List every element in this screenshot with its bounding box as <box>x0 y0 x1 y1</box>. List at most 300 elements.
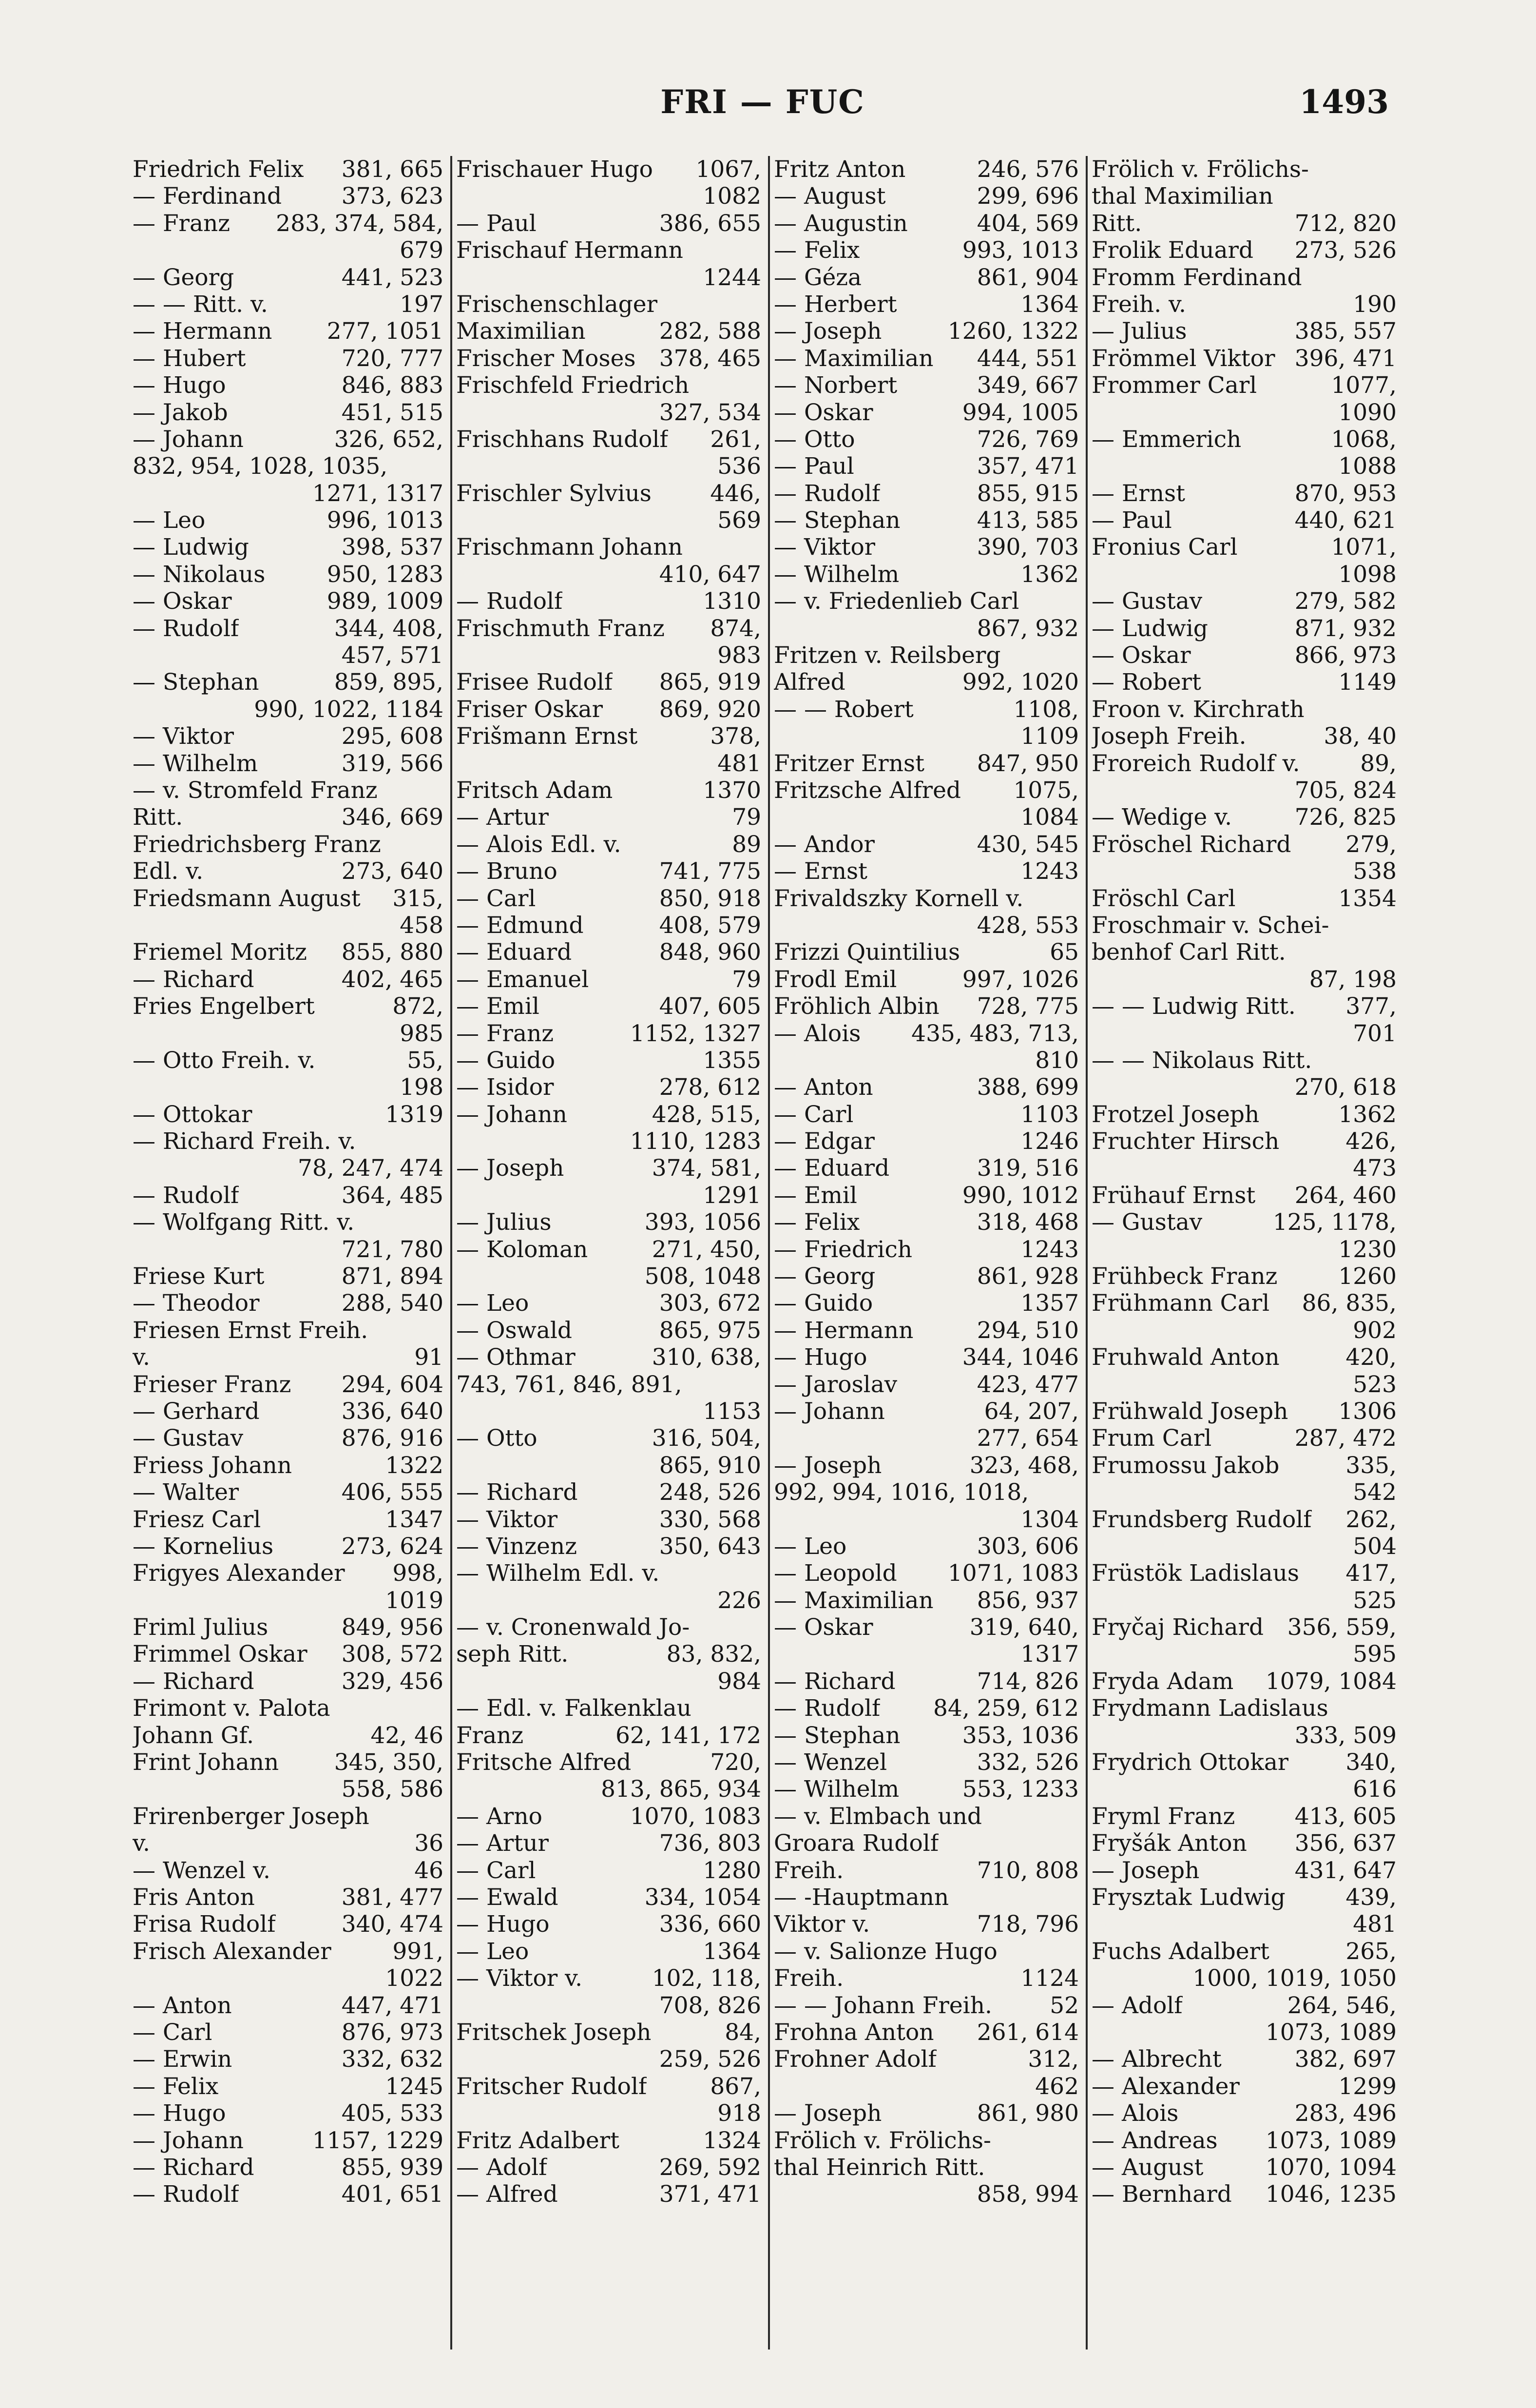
entry-name: Frölich v. Frölichs- <box>774 2127 991 2154</box>
entry-name: v. <box>133 1344 150 1371</box>
index-entry <box>774 1560 1079 1587</box>
entry-pages: 273, 526 <box>1294 237 1397 264</box>
entry-name: Frisa Rudolf <box>133 1911 276 1938</box>
index-entry <box>1092 1803 1397 1830</box>
index-entry <box>133 2046 443 2073</box>
entry-pages: 277, 1051 <box>326 318 443 345</box>
entry-pages: 1370 <box>703 777 761 804</box>
index-entry <box>774 1857 1079 1884</box>
entry-pages: 386, 655 <box>659 210 761 237</box>
index-column-3 <box>768 156 1086 2350</box>
entry-name: — — Johann Freih. <box>774 1992 992 2019</box>
index-entry <box>1092 1695 1397 1722</box>
entry-pages: 989, 1009 <box>326 588 443 615</box>
entry-name: — Otto Freih. v. <box>133 1047 316 1074</box>
index-entry <box>1092 1317 1397 1344</box>
index-entry <box>774 1479 1079 1506</box>
entry-name: — Herbert <box>774 291 897 318</box>
index-entry <box>774 534 1079 561</box>
entry-pages: 1068, <box>1331 426 1397 453</box>
entry-name: — -Hauptmann <box>774 1884 949 1911</box>
entry-pages: 849, 956 <box>341 1614 443 1641</box>
index-entry <box>1092 1452 1397 1479</box>
entry-name: Friess Johann <box>133 1452 292 1479</box>
entry-name: — Adolf <box>456 2154 547 2181</box>
entry-pages: 1090 <box>1338 399 1397 426</box>
index-entry <box>456 399 761 426</box>
index-entry <box>456 156 761 183</box>
entry-name: Früstök Ladislaus <box>1092 1560 1299 1587</box>
entry-pages: 283, 496 <box>1294 2100 1397 2127</box>
entry-name: Frumossu Jakob <box>1092 1452 1280 1479</box>
index-entry <box>456 669 761 696</box>
entry-name: Fruhwald Anton <box>1092 1344 1280 1371</box>
entry-name: — Otto <box>456 1425 538 1452</box>
index-entry <box>1092 561 1397 588</box>
entry-name: — Carl <box>133 2019 212 2046</box>
entry-pages: 504 <box>1353 1533 1397 1560</box>
index-entry <box>774 1317 1079 1344</box>
index-entry <box>774 2181 1079 2208</box>
entry-name: Frischer Moses <box>456 345 636 372</box>
index-entry <box>133 1776 443 1803</box>
index-entry <box>133 480 443 507</box>
index-entry <box>1092 777 1397 804</box>
index-entry <box>1092 2127 1397 2154</box>
entry-name: — Jaroslav <box>774 1371 898 1398</box>
index-entry <box>133 2019 443 2046</box>
index-entry <box>456 1749 761 1776</box>
index-entry <box>774 237 1079 264</box>
entry-name: — Géza <box>774 264 862 291</box>
entry-pages: 595 <box>1353 1641 1397 1668</box>
entry-pages: 1153 <box>703 1398 761 1425</box>
entry-name: — Viktor <box>774 534 876 561</box>
entry-name: — Eduard <box>774 1155 890 1182</box>
entry-name: — Felix <box>774 1209 860 1236</box>
entry-name: — Julius <box>1092 318 1187 345</box>
index-entry <box>774 480 1079 507</box>
index-entry <box>456 561 761 588</box>
index-entry <box>133 1803 443 1830</box>
entry-name: Friser Oskar <box>456 696 603 723</box>
entry-name: — Gustav <box>133 1425 244 1452</box>
entry-pages: 390, 703 <box>977 534 1079 561</box>
index-entry <box>133 2127 443 2154</box>
entry-name: Alfred <box>774 669 845 696</box>
entry-pages: 1260, 1322 <box>947 318 1079 345</box>
running-head: FRI — FUC <box>660 83 865 121</box>
entry-name: — Otto <box>774 426 855 453</box>
entry-pages: 994, 1005 <box>962 399 1079 426</box>
index-entry <box>1092 1263 1397 1290</box>
index-entry <box>774 507 1079 534</box>
index-entry <box>774 1155 1079 1182</box>
entry-pages: 1243 <box>1020 1236 1079 1263</box>
entry-name: — Carl <box>774 1101 854 1128</box>
index-entry <box>133 750 443 777</box>
entry-pages: 79 <box>732 804 761 831</box>
entry-name: Friesen Ernst Freih. <box>133 1317 368 1344</box>
index-entry <box>456 939 761 966</box>
entry-pages: 1098 <box>1338 561 1397 588</box>
entry-name: Frivaldszky Kornell v. <box>774 885 1024 912</box>
entry-pages: 848, 960 <box>659 939 761 966</box>
entry-name: — Wilhelm <box>774 1776 900 1803</box>
entry-name: — Andor <box>774 831 875 858</box>
entry-name: — Rudolf <box>774 480 881 507</box>
index-entry <box>774 2073 1079 2100</box>
entry-pages: 357, 471 <box>977 453 1079 480</box>
index-entry <box>774 291 1079 318</box>
index-entry <box>133 777 443 804</box>
index-entry <box>133 453 443 480</box>
entry-name: — v. Salionze Hugo <box>774 1938 998 1965</box>
index-entry <box>774 1722 1079 1749</box>
entry-pages: 847, 950 <box>977 750 1079 777</box>
entry-pages: 1073, 1089 <box>1265 2127 1397 2154</box>
entry-pages: 371, 471 <box>659 2181 761 2208</box>
index-entry <box>1092 1209 1397 1236</box>
index-entry <box>774 1884 1079 1911</box>
entry-pages: 726, 769 <box>977 426 1079 453</box>
index-entry <box>133 2073 443 2100</box>
entry-name: — Emil <box>456 993 539 1020</box>
entry-pages: 1319 <box>385 1101 443 1128</box>
index-entry <box>1092 1236 1397 1263</box>
index-entry <box>774 1236 1079 1263</box>
entry-pages: 332, 526 <box>977 1749 1079 1776</box>
entry-pages: 902 <box>1353 1317 1397 1344</box>
index-entry <box>774 1425 1079 1452</box>
entry-pages: 312, <box>1028 2046 1079 2073</box>
entry-pages: 1310 <box>703 588 761 615</box>
index-entry <box>133 1182 443 1209</box>
entry-name: — Carl <box>456 1857 536 1884</box>
entry-pages: 1260 <box>1338 1263 1397 1290</box>
index-entry <box>133 858 443 885</box>
entry-name: — Isidor <box>456 1074 554 1101</box>
entry-pages: 381, 665 <box>341 156 443 183</box>
index-entry <box>456 264 761 291</box>
entry-pages: 855, 880 <box>341 939 443 966</box>
entry-pages: 720, <box>710 1749 761 1776</box>
entry-pages: 295, 608 <box>341 723 443 750</box>
entry-pages: 288, 540 <box>341 1290 443 1317</box>
entry-name: — Stephan <box>133 669 259 696</box>
entry-name: — v. Stromfeld Franz <box>133 777 378 804</box>
index-entry <box>1092 1182 1397 1209</box>
entry-pages: 1354 <box>1338 885 1397 912</box>
index-entry <box>1092 1344 1397 1371</box>
entry-pages: 446, <box>710 480 761 507</box>
index-entry <box>133 804 443 831</box>
entry-name: 992, 994, 1016, 1018, <box>774 1479 1029 1506</box>
entry-pages: 125, 1178, <box>1272 1209 1397 1236</box>
index-entry <box>456 426 761 453</box>
entry-pages: 871, 894 <box>341 1263 443 1290</box>
index-entry <box>456 480 761 507</box>
entry-pages: 1317 <box>1020 1641 1079 1668</box>
entry-name: Frischler Sylvius <box>456 480 652 507</box>
entry-pages: 279, <box>1345 831 1397 858</box>
entry-pages: 871, 932 <box>1294 615 1397 642</box>
entry-pages: 262, <box>1345 1506 1397 1533</box>
index-entry <box>456 1668 761 1695</box>
entry-name: — Ottokar <box>133 1101 252 1128</box>
index-entry <box>133 183 443 210</box>
entry-name: Fuchs Adalbert <box>1092 1938 1269 1965</box>
entry-pages: 918 <box>717 2100 761 2127</box>
entry-pages: 319, 566 <box>341 750 443 777</box>
index-entry <box>1092 480 1397 507</box>
entry-pages: 89, <box>1360 750 1397 777</box>
index-entry <box>456 1830 761 1857</box>
entry-name: Frigyes Alexander <box>133 1560 345 1587</box>
entry-pages: 378, 465 <box>659 345 761 372</box>
index-entry <box>1092 1398 1397 1425</box>
index-entry <box>133 1695 443 1722</box>
index-entry <box>133 1344 443 1371</box>
entry-name: — Richard <box>133 2154 254 2181</box>
entry-pages: 270, 618 <box>1294 1074 1397 1101</box>
entry-name: — Johann <box>133 426 244 453</box>
index-entry <box>774 1344 1079 1371</box>
entry-pages: 417, <box>1345 1560 1397 1587</box>
index-entry <box>774 1938 1079 1965</box>
entry-name: — Robert <box>1092 669 1201 696</box>
entry-pages: 84, 259, 612 <box>933 1695 1079 1722</box>
index-entry <box>1092 2100 1397 2127</box>
entry-pages: 876, 916 <box>341 1425 443 1452</box>
entry-name: Fryšák Anton <box>1092 1830 1247 1857</box>
entry-name: — Adolf <box>1092 1992 1183 2019</box>
entry-pages: 536 <box>717 453 761 480</box>
index-entry <box>1092 1614 1397 1641</box>
index-entry <box>774 264 1079 291</box>
entry-pages: 616 <box>1353 1776 1397 1803</box>
index-entry <box>133 399 443 426</box>
index-entry <box>1092 1830 1397 1857</box>
index-entry <box>133 2100 443 2127</box>
index-entry <box>774 1371 1079 1398</box>
entry-pages: 865, 919 <box>659 669 761 696</box>
entry-name: — Erwin <box>133 2046 232 2073</box>
entry-name: — Stephan <box>774 507 901 534</box>
entry-name: Frohner Adolf <box>774 2046 937 2073</box>
page-number: 1493 <box>1299 83 1389 121</box>
entry-name: Frum Carl <box>1092 1425 1212 1452</box>
entry-name: — v. Friedenlieb Carl <box>774 588 1019 615</box>
entry-name: — Koloman <box>456 1236 588 1263</box>
index-entry <box>1092 2019 1397 2046</box>
entry-pages: 1355 <box>703 1047 761 1074</box>
entry-name: Frischfeld Friedrich <box>456 372 690 399</box>
index-entry <box>133 939 443 966</box>
entry-pages: 1157, 1229 <box>312 2127 443 2154</box>
entry-pages: 1304 <box>1020 1506 1079 1533</box>
index-entry <box>456 723 761 750</box>
entry-name: — Paul <box>1092 507 1172 534</box>
index-entry <box>456 2019 761 2046</box>
index-entry <box>1092 2154 1397 2181</box>
entry-pages: 401, 651 <box>341 2181 443 2208</box>
entry-name: — Paul <box>774 453 854 480</box>
entry-pages: 950, 1283 <box>326 561 443 588</box>
index-entry <box>133 1398 443 1425</box>
entry-pages: 356, 559, <box>1287 1614 1397 1641</box>
index-entry <box>1092 993 1397 1020</box>
entry-pages: 405, 533 <box>341 2100 443 2127</box>
entry-name: Fritz Anton <box>774 156 906 183</box>
entry-pages: 679 <box>400 237 443 264</box>
index-entry <box>1092 210 1397 237</box>
entry-name: Ritt. <box>1092 210 1142 237</box>
entry-pages: 1347 <box>385 1506 443 1533</box>
index-entry <box>456 858 761 885</box>
entry-pages: 1291 <box>703 1182 761 1209</box>
index-entry <box>456 1506 761 1533</box>
index-entry <box>456 2073 761 2100</box>
index-column-4 <box>1086 156 1403 2350</box>
entry-pages: 62, 141, 172 <box>615 1722 761 1749</box>
entry-name: Edl. v. <box>133 858 204 885</box>
entry-name: Freih. <box>774 1965 844 1992</box>
entry-name: — Emmerich <box>1092 426 1242 453</box>
entry-pages: 1070, 1094 <box>1265 2154 1397 2181</box>
index-entry <box>1092 2073 1397 2100</box>
entry-name: Fryda Adam <box>1092 1668 1234 1695</box>
index-entry <box>1092 750 1397 777</box>
entry-pages: 413, 605 <box>1294 1803 1397 1830</box>
entry-pages: 79 <box>732 966 761 993</box>
entry-name: Fritz Adalbert <box>456 2127 620 2154</box>
entry-name: benhof Carl Ritt. <box>1092 939 1286 966</box>
index-entry <box>133 264 443 291</box>
entry-pages: 441, 523 <box>341 264 443 291</box>
page-header <box>127 83 1399 136</box>
entry-pages: 396, 471 <box>1294 345 1397 372</box>
entry-pages: 426, <box>1345 1128 1397 1155</box>
index-entry <box>456 1641 761 1668</box>
index-entry <box>1092 1938 1397 1965</box>
entry-name: — Eduard <box>456 939 572 966</box>
index-entry <box>1092 1884 1397 1911</box>
index-entry <box>1092 237 1397 264</box>
index-entry <box>133 291 443 318</box>
entry-pages: 855, 939 <box>341 2154 443 2181</box>
entry-pages: 198 <box>400 1074 443 1101</box>
entry-pages: 84, <box>725 2019 761 2046</box>
index-entry <box>1092 723 1397 750</box>
index-entry <box>774 723 1079 750</box>
entry-name: — Edl. v. Falkenklau <box>456 1695 691 1722</box>
entry-pages: 398, 537 <box>341 534 443 561</box>
entry-pages: 273, 640 <box>341 858 443 885</box>
index-entry <box>133 534 443 561</box>
entry-name: Frühmann Carl <box>1092 1290 1270 1317</box>
entry-name: Ritt. <box>133 804 183 831</box>
entry-pages: 444, 551 <box>977 345 1079 372</box>
entry-name: Franz <box>456 1722 524 1749</box>
index-entry <box>133 1614 443 1641</box>
index-entry <box>1092 1506 1397 1533</box>
index-entry <box>456 1263 761 1290</box>
index-entry <box>1092 1479 1397 1506</box>
index-entry <box>456 1452 761 1479</box>
index-entry <box>1092 1749 1397 1776</box>
entry-name: Fröhlich Albin <box>774 993 940 1020</box>
entry-name: Fris Anton <box>133 1884 255 1911</box>
entry-pages: 86, 835, <box>1302 1290 1397 1317</box>
entry-name: — Viktor <box>133 723 234 750</box>
entry-pages: 1088 <box>1338 453 1397 480</box>
entry-name: — Edgar <box>774 1128 875 1155</box>
entry-pages: 1079, 1084 <box>1265 1668 1397 1695</box>
entry-name: Frysztak Ludwig <box>1092 1884 1286 1911</box>
entry-pages: 525 <box>1353 1587 1397 1614</box>
entry-pages: 55, <box>407 1047 443 1074</box>
entry-name: Fryml Franz <box>1092 1803 1235 1830</box>
index-entry <box>774 183 1079 210</box>
index-entry <box>456 2100 761 2127</box>
index-entry <box>1092 1074 1397 1101</box>
index-entry <box>456 1425 761 1452</box>
entry-pages: 538 <box>1353 858 1397 885</box>
entry-name: — Theodor <box>133 1290 260 1317</box>
entry-name: — Stephan <box>774 1722 901 1749</box>
index-entry <box>774 1506 1079 1533</box>
entry-pages: 985 <box>400 1020 443 1047</box>
entry-name: — — Ludwig Ritt. <box>1092 993 1296 1020</box>
index-entry <box>133 507 443 534</box>
index-entry <box>456 1020 761 1047</box>
index-entry <box>456 1317 761 1344</box>
entry-name: Frömmel Viktor <box>1092 345 1275 372</box>
index-entry <box>1092 1965 1397 1992</box>
index-entry <box>774 2100 1079 2127</box>
entry-pages: 447, 471 <box>341 1992 443 2019</box>
entry-pages: 457, 571 <box>341 642 443 669</box>
entry-pages: 428, 515, <box>652 1101 761 1128</box>
index-entry <box>456 1128 761 1155</box>
index-entry <box>456 642 761 669</box>
index-entry <box>774 1965 1079 1992</box>
index-entry <box>1092 318 1397 345</box>
entry-name: Frisch Alexander <box>133 1938 331 1965</box>
index-entry <box>133 696 443 723</box>
index-entry <box>133 1884 443 1911</box>
entry-name: — Anton <box>774 1074 873 1101</box>
entry-name: — Franz <box>456 1020 554 1047</box>
index-entry <box>456 1290 761 1317</box>
entry-pages: 726, 825 <box>1294 804 1397 831</box>
entry-pages: 1046, 1235 <box>1265 2181 1397 2208</box>
entry-pages: 874, <box>710 615 761 642</box>
entry-name: — Alois <box>1092 2100 1179 2127</box>
entry-pages: 1324 <box>703 2127 761 2154</box>
entry-pages: 983 <box>717 642 761 669</box>
index-entry <box>456 1803 761 1830</box>
index-entry <box>1092 804 1397 831</box>
entry-pages: 1357 <box>1020 1290 1079 1317</box>
index-entry <box>456 2181 761 2208</box>
entry-name: — Richard <box>133 966 254 993</box>
entry-pages: 736, 803 <box>659 1830 761 1857</box>
entry-name: — Artur <box>456 804 549 831</box>
entry-pages: 710, 808 <box>977 1857 1079 1884</box>
index-entry <box>456 993 761 1020</box>
